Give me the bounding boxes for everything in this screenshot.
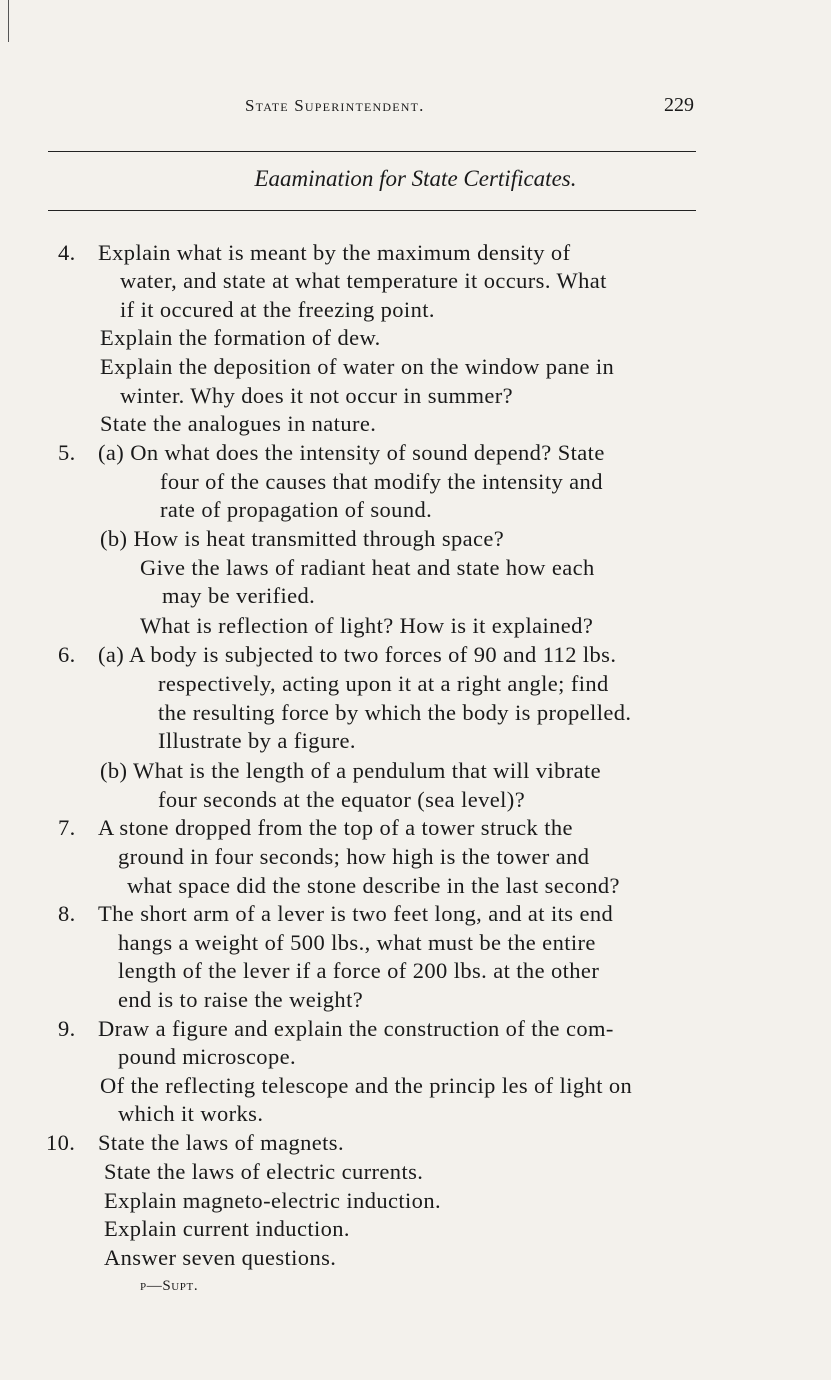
text-line: 10.	[46, 1130, 76, 1155]
text-line: 9.	[58, 1016, 76, 1041]
text-line: Explain what is meant by the maximum density of	[98, 240, 571, 265]
text-line: 8.	[58, 901, 76, 926]
page-number: 229	[664, 94, 694, 116]
text-line: Of the reflecting telescope and the princip les of light on	[100, 1073, 633, 1098]
text-line: State the laws of magnets.	[98, 1130, 344, 1155]
text-line: winter. Why does it not occur in summer?	[120, 383, 514, 408]
text-line: State the analogues in nature.	[100, 411, 377, 436]
text-line: 7.	[58, 815, 76, 840]
text-line: Explain current induction.	[104, 1216, 350, 1241]
text-line: (b) How is heat transmitted through space?	[100, 526, 505, 551]
text-line: respectively, acting upon it at a right angle; find	[158, 671, 609, 696]
text-line: Give the laws of radiant heat and state how each	[140, 555, 595, 580]
text-line: rate of propagation of sound.	[160, 497, 433, 522]
text-line: water, and state at what temperature it occurs. What	[120, 268, 607, 293]
text-line: Draw a figure and explain the construction of the com-	[98, 1016, 614, 1041]
text-line: which it works.	[118, 1101, 264, 1126]
text-line: Explain the formation of dew.	[100, 325, 381, 350]
text-line: Explain the deposition of water on the window pane in	[100, 354, 615, 379]
text-line: what space did the stone describe in the last second?	[127, 873, 620, 898]
text-line: Answer seven questions.	[104, 1245, 337, 1270]
text-line: four of the causes that modify the intensity and	[160, 469, 603, 494]
running-head-title: State Superintendent.	[245, 96, 425, 115]
text-line: The short arm of a lever is two feet long, and at its end	[98, 901, 614, 926]
text-line: 5.	[58, 440, 76, 465]
footer-signature: p—Supt.	[140, 1278, 199, 1294]
text-line: (b) What is the length of a pendulum that will vibrate	[100, 758, 602, 783]
text-line: 6.	[58, 642, 76, 667]
text-line: hangs a weight of 500 lbs., what must be the entire	[118, 930, 596, 955]
text-line: A stone dropped from the top of a tower struck the	[98, 815, 573, 840]
text-line: 4.	[58, 240, 76, 265]
text-line: the resulting force by which the body is propelled.	[158, 700, 632, 725]
text-line: ground in four seconds; how high is the tower and	[118, 844, 590, 869]
text-line: Illustrate by a figure.	[158, 728, 356, 753]
text-line: What is reflection of light? How is it explained?	[140, 613, 594, 638]
text-line: end is to raise the weight?	[118, 987, 364, 1012]
text-line: (a) On what does the intensity of sound depend? State	[98, 440, 605, 465]
text-line: may be verified.	[162, 583, 316, 608]
text-line: Explain magneto-electric induction.	[104, 1188, 442, 1213]
text-line: State the laws of electric currents.	[104, 1159, 424, 1184]
text-line: pound microscope.	[118, 1044, 297, 1069]
text-line: four seconds at the equator (sea level)?	[158, 787, 526, 812]
section-subtitle: Eaamination for State Certificates.	[254, 166, 577, 191]
text-line: if it occured at the freezing point.	[120, 297, 435, 322]
text-line: (a) A body is subjected to two forces of 90 and 112 lbs.	[98, 642, 617, 667]
text-line: length of the lever if a force of 200 lbs. at the other	[118, 958, 600, 983]
